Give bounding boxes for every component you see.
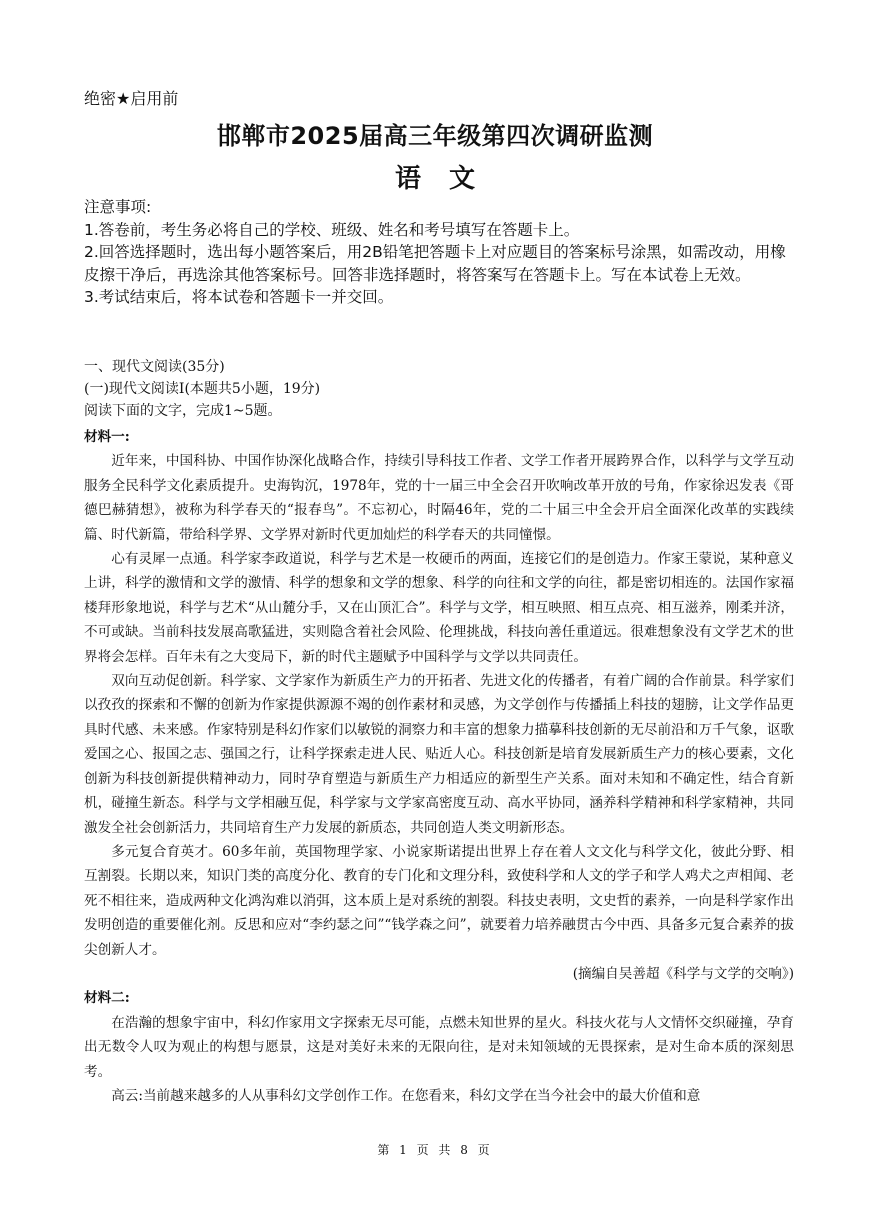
paragraph: 在浩瀚的想象宇宙中，科幻作家用文字探索无尽可能，点燃未知世界的星火。科技火花与人文情怀交织碰撞，孕育出无数令人叹为观止的构想与愿景，这是对美好未来的无限向往，是对未知领域的无畏探索，是对生命本质的深刻思考。 xyxy=(84,1014,794,1080)
exam-title: 邯郸市2025届高三年级第四次调研监测 xyxy=(216,122,654,150)
subject-title: 语文 xyxy=(394,164,503,194)
source-citation: (摘编自吴善超《科学与文学的交响》) xyxy=(572,965,794,982)
material-label: 材料二: xyxy=(84,990,130,1007)
material-label: 材料一: xyxy=(84,429,130,445)
section-instruction: 阅读下面的文字，完成1~5题。 xyxy=(84,403,282,419)
paragraph: 双向互动促创新。科学家、文学家作为新质生产力的开拓者、先进文化的传播者，有着广阔的合作前景。科学家们以孜孜的探索和不懈的创新为作家提供源源不竭的创作素材和灵感，为文学创作与传播插上科技的翅膀，让文学作品更具时代感、未来感。作家特别是科幻作家们以敏锐的洞察力和丰富的想象力描摹科技创新的无尽前沿和万千气象，讴歌爱国之心、报国之志、强国之行，让科学探索走进人民、贴近人心。科技创新是培育发展新质生产力的核心要素，文化创新为科技创新提供精神动力，同时孕育塑造与新质生产力相适应的新型生产关系。面对未知和不确定性，结合育新机，碰撞生新态。科学与文学相融互促，科学家与文学家高密度互动、高水平协同，涵养科学精神和科学家精神，共同激发全社会创新活力，共同培育生产力发展的新质态，共同创造人类文明新形态。 xyxy=(84,673,794,836)
reading-passage xyxy=(84,425,794,1108)
paragraph: 近年来，中国科协、中国作协深化战略合作，持续引导科技工作者、文学工作者开展跨界合作，以科学与文学互动服务全民科学文化素质提升。史海钩沉，1978年，党的十一届三中全会召开吹响改革开放的号角，作家徐迟发表《哥德巴赫猜想》，被称为科学春天的“报春鸟”。不忘初心，时隔46年，党的二十届三中全会开启全面深化改革的实践续篇、时代新篇，带给科学界、文学界对新时代更加灿烂的科学春天的共同憧憬。 xyxy=(84,453,794,543)
notes-item: 2.回答选择题时，选出每小题答案后，用2B铅笔把答题卡上对应题目的答案标号涂黑，如需改动，用橡皮擦干净后，再选涂其他答案标号。回答非选择题时，将答案写在答题卡上。写在本试卷上无效。 xyxy=(84,243,786,284)
notes-item: 1.答卷前，考生务必将自己的学校、班级、姓名和考号填写在答题卡上。 xyxy=(84,220,580,239)
paragraph: 心有灵犀一点通。科学家李政道说，科学与艺术是一枚硬币的两面，连接它们的是创造力。作家王蒙说，某种意义上讲，科学的激情和文学的激情、科学的想象和文学的想象、科学的向往和文学的向往，都是密切相连的。法国作家福楼拜形象地说，科学与艺术“从山麓分手，又在山顶汇合”。科学与文学，相互映照、相互点亮、相互滋养，刚柔并济，不可或缺。当前科技发展高歌猛进，实则隐含着社会风险、伦理挑战，科技向善任重道远。很难想象没有文学艺术的世界将会怎样。百年未有之大变局下，新的时代主题赋予中国科学与文学以共同责任。 xyxy=(84,551,794,665)
interview-line: 高云:当前越来越多的人从事科幻文学创作工作。在您看来，科幻文学在当今社会中的最大价值和意 xyxy=(111,1087,701,1104)
page-number: 第 1 页 共 8 页 xyxy=(377,1143,493,1157)
notes-item: 3.考试结束后，将本试卷和答题卡一并交回。 xyxy=(84,288,394,306)
paragraph: 多元复合育英才。60多年前，英国物理学家、小说家斯诺提出世界上存在着人文文化与科学文化，彼此分野、相互割裂。长期以来，知识门类的高度分化、教育的专门化和文理分科，致使科学和人文的学子和学人鸡犬之声相闻、老死不相往来，造成两种文化鸿沟难以消弭，这本质上是对系统的割裂。科技史表明，文史哲的素养，一向是科学家作出发明创造的重要催化剂。反思和应对“李约瑟之问”“钱学森之问”，就要着力培养融贯古今中西、具备多元复合素养的拔尖创新人才。 xyxy=(84,843,794,958)
section-sub: (一)现代文阅读Ⅰ(本题共5小题，19分) xyxy=(84,381,321,397)
section-header xyxy=(84,356,794,422)
section-part: 一、现代文阅读(35分) xyxy=(84,359,225,375)
notes-heading: 注意事项: xyxy=(84,198,152,216)
secret-mark: 绝密★启用前 xyxy=(84,89,179,108)
notes-block xyxy=(84,196,794,309)
